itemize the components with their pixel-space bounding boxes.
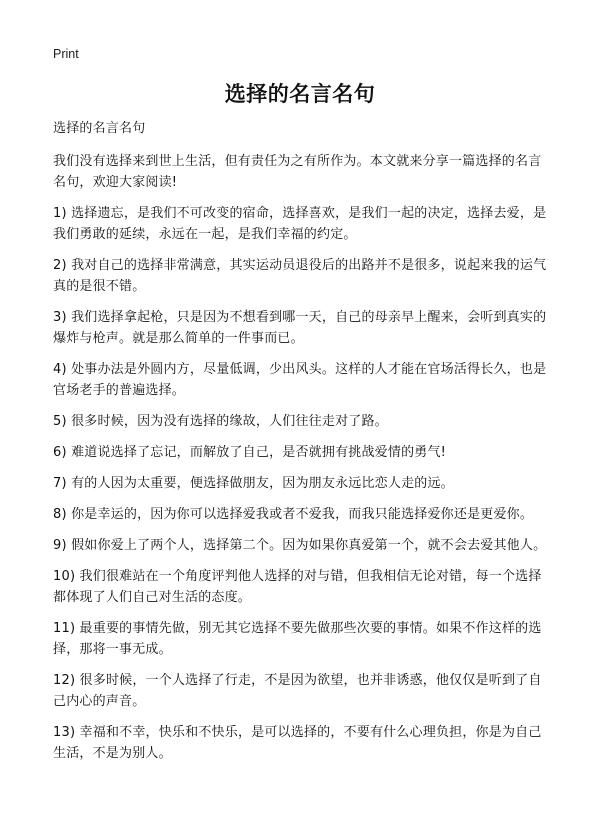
- quote-item: 11) 最重要的事情先做，别无其它选择不要先做那些次要的事情。如果不作这样的选择，那将一事无成。: [53, 621, 542, 657]
- page-title: 选择的名言名句: [224, 82, 376, 106]
- quote-item: 12) 很多时候，一个人选择了行走，不是因为欲望，也并非诱惑，他仅仅是听到了自己内心的声音。: [53, 673, 542, 709]
- article-intro: 我们没有选择来到世上生活，但有责任为之有所作为。本文就来分享一篇选择的名言名句，欢迎大家阅读!: [53, 154, 542, 190]
- print-link[interactable]: Print: [53, 47, 79, 61]
- quote-item: 13) 幸福和不幸，快乐和不快乐，是可以选择的，不要有什么心理负担，你是为自己生活，不是为别人。: [53, 725, 542, 761]
- quote-item: 2) 我对自己的选择非常满意，其实运动员退役后的出路并不是很多，说起来我的运气真的是很不错。: [53, 258, 547, 294]
- article-body: [53, 118, 548, 774]
- quote-item: 9) 假如你爱上了两个人，选择第二个。因为如果你真爱第一个，就不会去爱其他人。: [53, 538, 547, 553]
- article-subtitle: 选择的名言名句: [53, 121, 146, 136]
- quote-item: 7) 有的人因为太重要，便选择做朋友，因为朋友永远比恋人走的远。: [53, 476, 454, 491]
- quote-item: 3) 我们选择拿起枪，只是因为不想看到哪一天，自己的母亲早上醒来，会听到真实的爆炸与枪声。就是那么简单的一件事而已。: [53, 310, 547, 346]
- quote-item: 5) 很多时候，因为没有选择的缘故，人们往往走对了路。: [53, 414, 388, 429]
- quote-item: 6) 难道说选择了忘记，而解放了自己，是否就拥有挑战爱情的勇气!: [53, 445, 447, 460]
- quote-item: 10) 我们很难站在一个角度评判他人选择的对与错，但我相信无论对错，每一个选择都体现了人们自己对生活的态度。: [53, 569, 542, 605]
- quote-item: 8) 你是幸运的，因为你可以选择爱我或者不爱我，而我只能选择爱你还是更爱你。: [53, 507, 534, 522]
- quote-item: 1) 选择遗忘，是我们不可改变的宿命，选择喜欢，是我们一起的决定，选择去爱，是我们勇敢的延续，永远在一起，是我们幸福的约定。: [53, 206, 547, 242]
- quote-item: 4) 处事办法是外圆内方，尽量低调，少出风头。这样的人才能在官场活得长久，也是官场老手的普遍选择。: [53, 362, 547, 398]
